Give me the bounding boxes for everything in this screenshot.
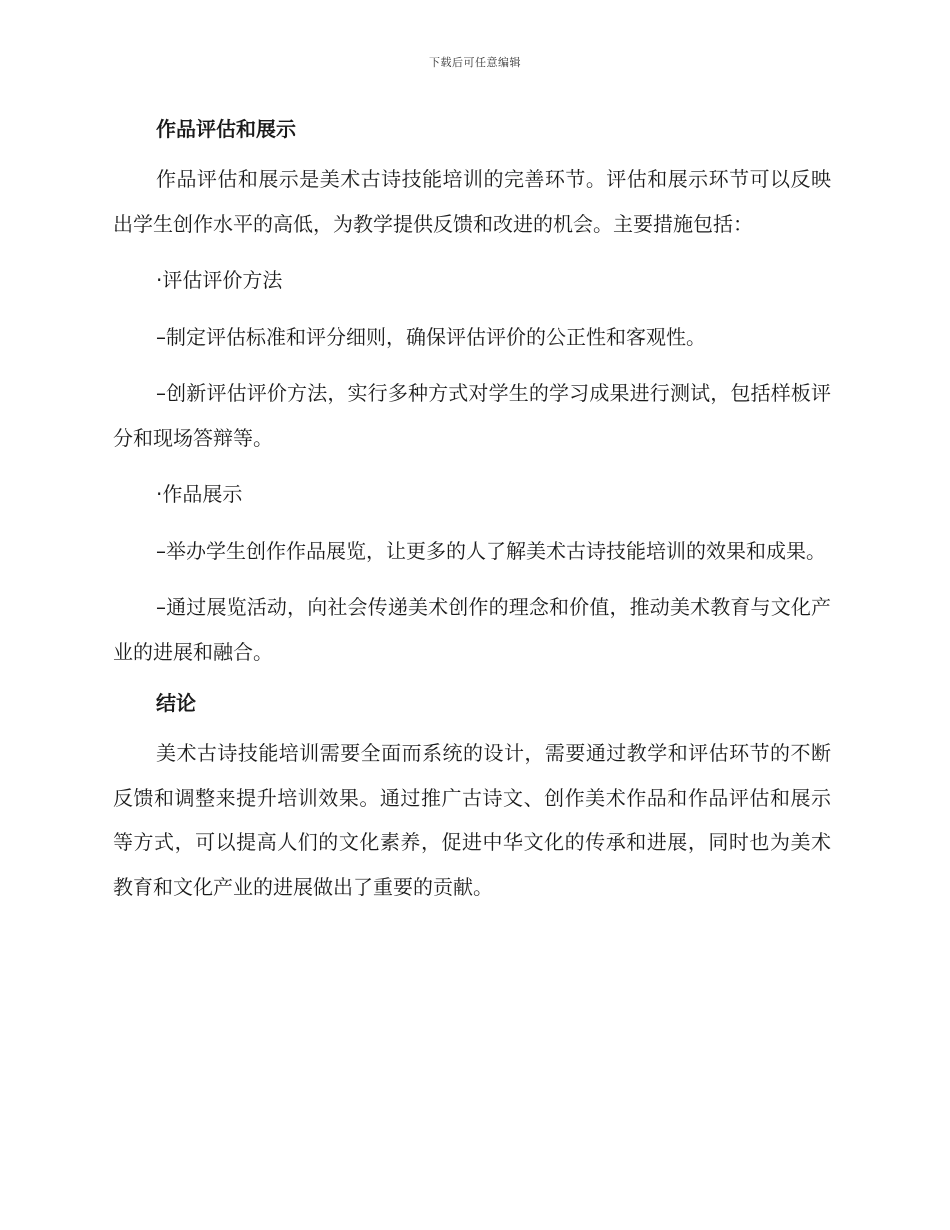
page-header-note: 下载后可任意编辑	[429, 56, 521, 69]
conclusion-paragraph: 美术古诗技能培训需要全面而系统的设计，需要通过教学和评估环节的不断反馈和调整来提升培训效果。通过推广古诗文、创作美术作品和作品评估和展示等方式，可以提高人们的文化素养，促进中华文化的传承和进展，同时也为美术教育和文化产业的进展做出了重要的贡献。	[113, 741, 831, 899]
evaluation-intro-paragraph: 作品评估和展示是美术古诗技能培训的完善环节。评估和展示环节可以反映出学生创作水平的高低，为教学提供反馈和改进的机会。主要措施包括：	[113, 167, 831, 236]
bullet-work-exhibition: ·作品展示	[156, 482, 243, 506]
document-body	[113, 112, 831, 909]
work-exhibition-item-2: –通过展览活动，向社会传递美术创作的理念和价值，推动美术教育与文化产业的进展和融合。	[113, 595, 831, 664]
section-heading-evaluation: 作品评估和展示	[156, 117, 296, 141]
evaluation-methods-item-1: –制定评估标准和评分细则，确保评估评价的公正性和客观性。	[156, 324, 706, 349]
bullet-evaluation-methods: ·评估评价方法	[156, 268, 283, 292]
evaluation-methods-item-2: –创新评估评价方法，实行多种方式对学生的学习成果进行测试，包括样板评分和现场答辩等。	[113, 381, 831, 450]
work-exhibition-item-1: –举办学生创作作品展览，让更多的人了解美术古诗技能培训的效果和成果。	[156, 538, 826, 563]
section-heading-conclusion: 结论	[156, 691, 196, 715]
